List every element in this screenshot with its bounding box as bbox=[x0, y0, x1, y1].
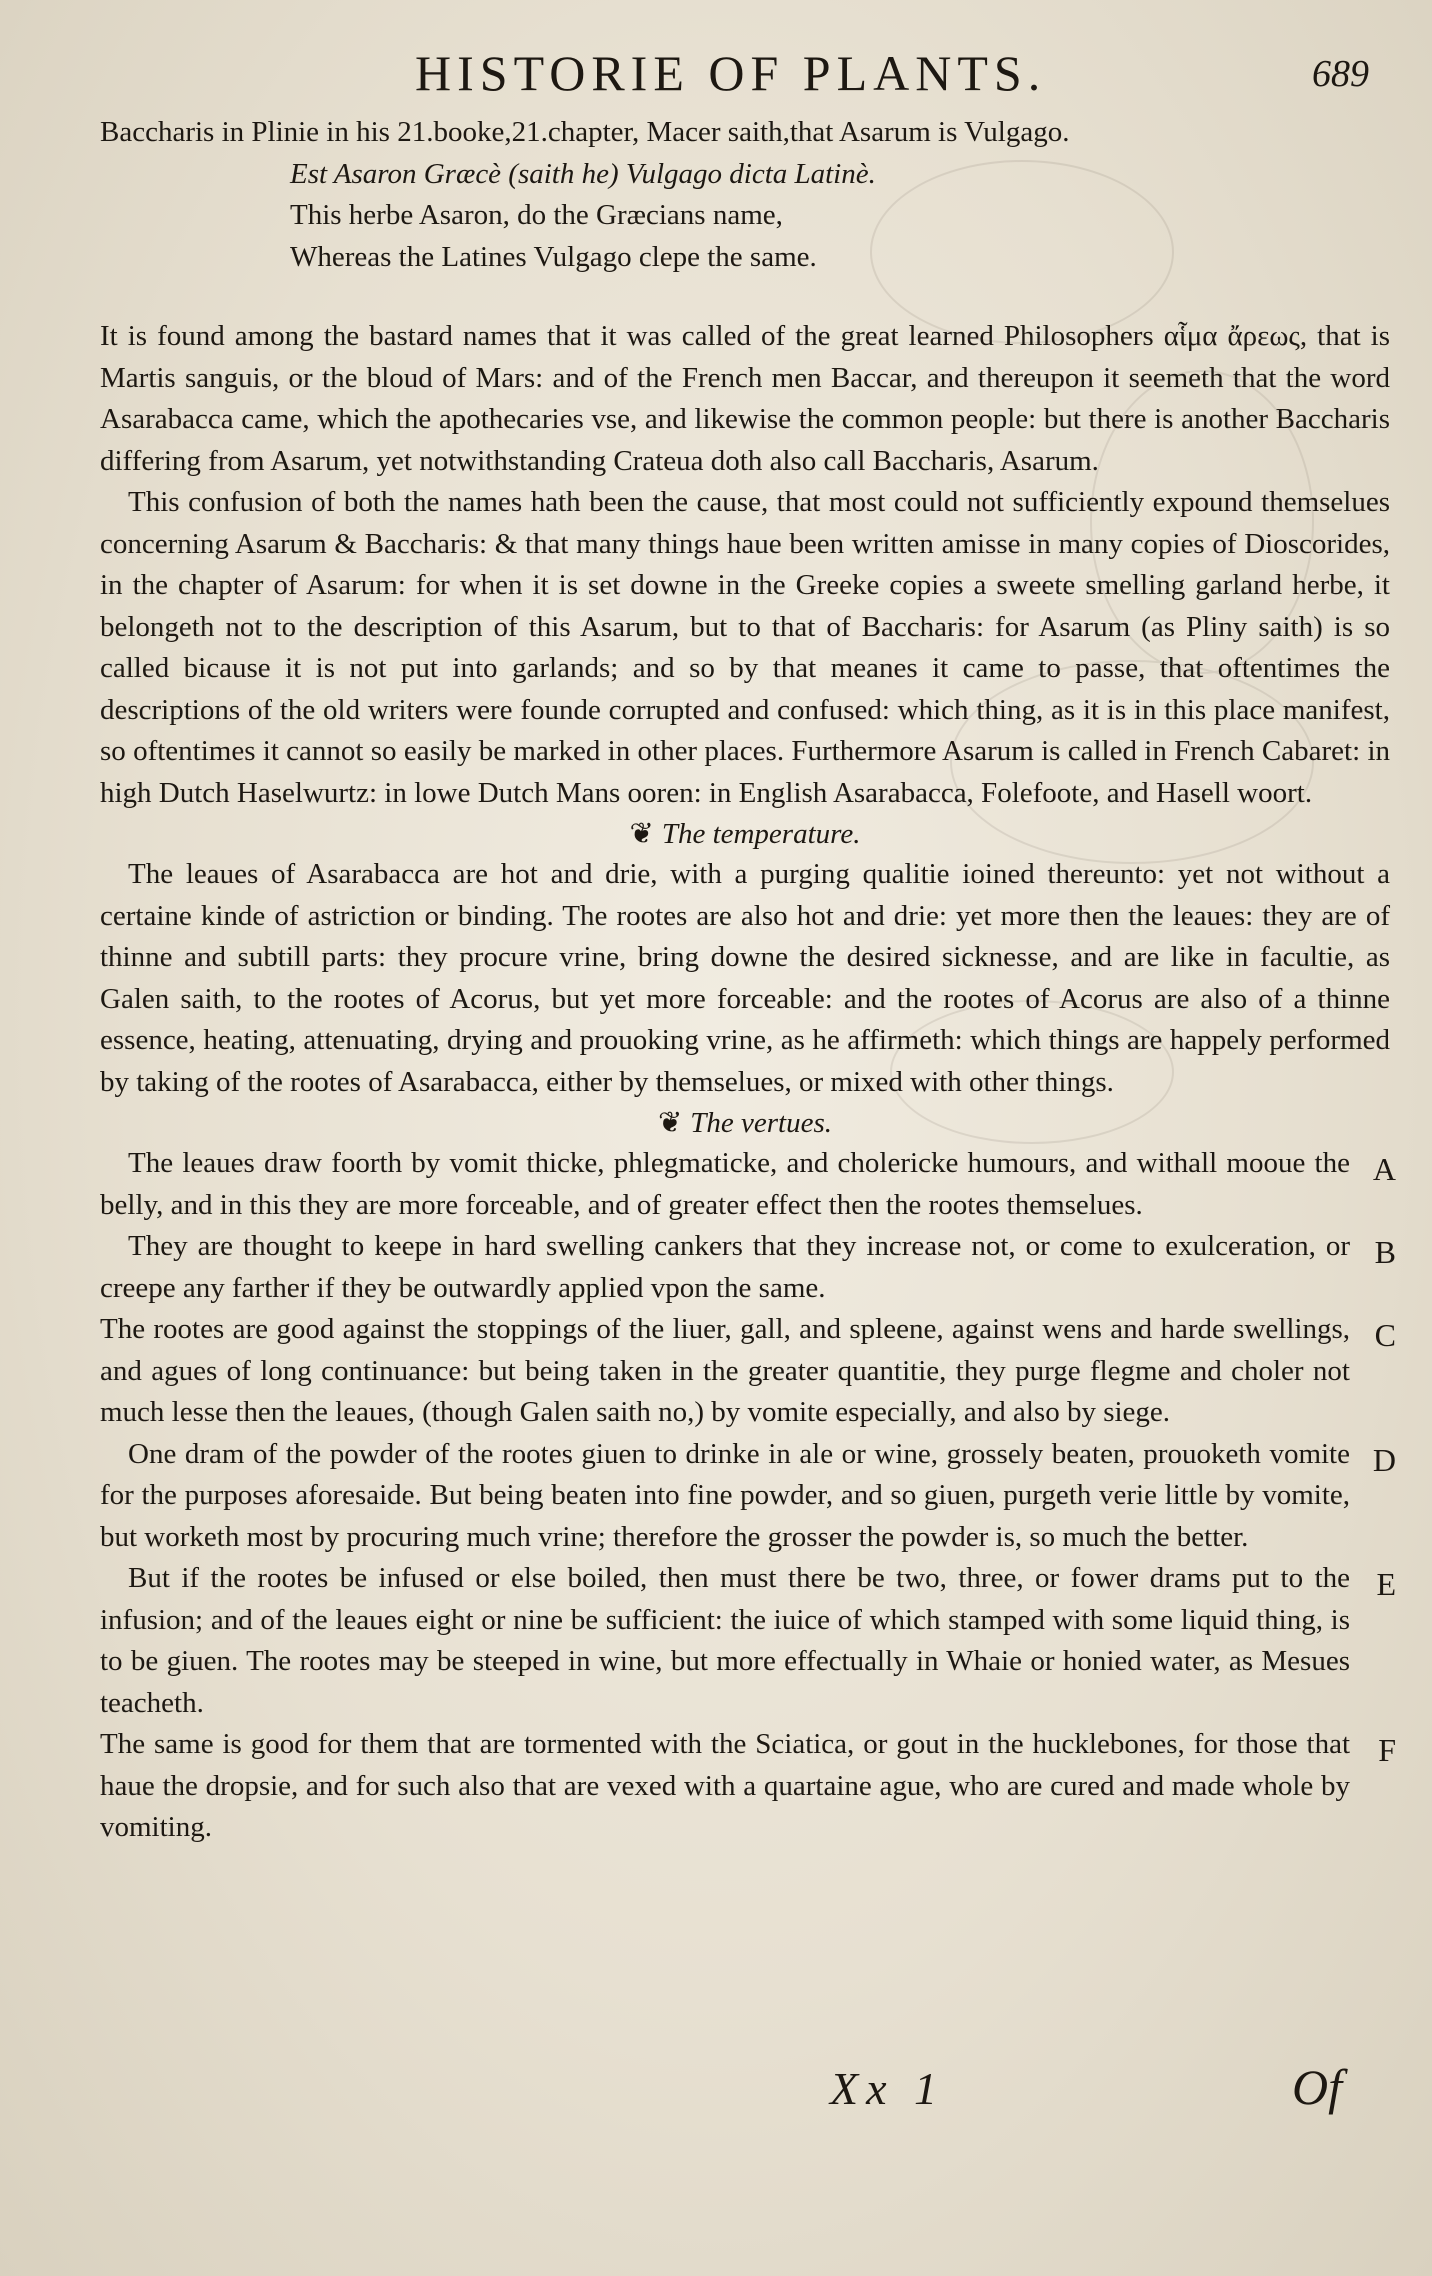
intro-paragraph: Baccharis in Plinie in his 21.booke,21.chapter, Macer saith,that Asarum is Vulgago. bbox=[100, 116, 1070, 148]
verse-line: Whereas the Latines Vulgago clepe the same. bbox=[290, 240, 817, 273]
body-paragraph: It is found among the bastard names that it was called of the great learned Philosophers αἷμα ἄρεως, that is Martis sanguis, or the bloud of Mars: and of the French men Baccar, and thereupon it seemeth that the word Asarabacca came, which the apothecaries vse, and likewise the common people: but there is another Baccharis differing from Asarum, yet notwithstanding Crateua doth also call Baccharis, Asarum. bbox=[100, 320, 1390, 477]
marginal-letter: A bbox=[1372, 1151, 1396, 1187]
heading-label: The temperature. bbox=[661, 818, 861, 850]
page-number: 689 bbox=[1312, 53, 1369, 95]
fleuron-icon: ❦ bbox=[629, 818, 654, 850]
catchword: Of bbox=[1292, 2059, 1342, 2115]
virtue-text: They are thought to keepe in hard swelling cankers that they increase not, or come to exulceration, or creepe any farther if they be outwardly applied vpon the same. bbox=[100, 1230, 1350, 1304]
virtue-text: The rootes are good against the stoppings of the liuer, gall, and spleene, against wens and harde swellings, and agues of long continuance: but being taken in the greater quantitie, they purge flegme and choler not much lesse then the leaues, (though Galen saith no,) by vomite especially, and also by siege. bbox=[100, 1313, 1350, 1428]
virtue-item bbox=[100, 1143, 1396, 1226]
signature-mark: Xx 1 bbox=[830, 2063, 946, 2114]
virtue-text: One dram of the powder of the rootes giuen to drinke in ale or wine, grossely beaten, prouoketh vomite for the purposes aforesaide. But being beaten into fine powder, and so giuen, purgeth verie little by vomite, but worketh most by procuring much vrine; therefore the grosser the powder is, so much the better. bbox=[100, 1437, 1350, 1553]
fleuron-icon: ❦ bbox=[657, 1107, 683, 1139]
body-paragraph: This confusion of both the names hath been the cause, that most could not sufficiently expound themselues concerning Asarum & Baccharis: & that many things haue been written amisse in many copies of Dioscorides, in the chapter of Asarum: for when it is set downe in the Greeke copies a sweete smelling garland herbe, it belongeth not to the description of this Asarum, but to that of Baccharis: for Asarum (as Pliny saith) is so called bicause it is not put into garlands; and so by that meanes it came to passe, that oftentimes the descriptions of the old writers were founde corrupted and confused: which thing, as it is in this place manifest, so oftentimes it cannot so easily be marked in other places. Furthermore Asarum is called in French Cabaret: in high Dutch Haselwurtz: in lowe Dutch Mans ooren: in English Asarabacca, Folefoote, and Hasell woort. bbox=[100, 486, 1390, 809]
temperature-paragraph: The leaues of Asarabacca are hot and drie, with a purging qualitie ioined thereunto: yet not without a certaine kinde of astriction or binding. The rootes are also hot and drie: yet more then the leaues: they are of thinne and subtill parts: they procure vrine, bring downe the desired sicknesse, and are like in facultie, as Galen saith, to the rootes of Acorus, but yet more forceable: and the rootes of Acorus are also of a thinne essence, heating, attenuating, drying and prouoking vrine, as he affirmeth: which things are happely performed by taking of the rootes of Asarabacca, either by themselues, or mixed with other things. bbox=[100, 858, 1390, 1098]
running-header bbox=[0, 44, 1432, 114]
virtue-text: But if the rootes be infused or else boiled, then must there be two, three, or fower drams put to the infusion; and of the leaues eight or nine be sufficient: the iuice of which stamped with some liquid thing, is to be giuen. The rootes may be steeped in wine, but more effectually in Whaie or honied water, as Mesues teacheth. bbox=[100, 1562, 1350, 1719]
section-heading-temperature bbox=[100, 814, 1390, 854]
section-heading-vertues bbox=[100, 1103, 1390, 1143]
virtue-text: The same is good for them that are tormented with the Sciatica, or gout in the hucklebones, for those that haue the dropsie, and for such also that are vexed with a quartaine ague, who are cured and made whole by vomiting. bbox=[100, 1728, 1350, 1843]
marginal-letter: C bbox=[1374, 1317, 1396, 1353]
virtue-item bbox=[100, 1226, 1396, 1309]
virtue-item bbox=[100, 1434, 1396, 1559]
page-title: HISTORIE OF PLANTS. bbox=[415, 45, 1047, 101]
verse-line: This herbe Asaron, do the Græcians name, bbox=[290, 199, 783, 231]
virtue-text: The leaues draw foorth by vomit thicke, phlegmaticke, and cholericke humours, and withall mooue the belly, and in this they are more forceable, and of greater effect then the rootes themselues. bbox=[100, 1147, 1350, 1221]
marginal-letter: F bbox=[1378, 1732, 1396, 1768]
text-body bbox=[100, 112, 1396, 1849]
marginal-letter: E bbox=[1376, 1566, 1396, 1602]
marginal-letter: D bbox=[1372, 1441, 1396, 1478]
virtue-item bbox=[100, 1309, 1396, 1434]
heading-label: The vertues. bbox=[690, 1107, 833, 1139]
virtue-item bbox=[100, 1558, 1396, 1724]
virtue-item bbox=[100, 1724, 1396, 1849]
verse-block bbox=[100, 154, 1390, 279]
marginal-letter: B bbox=[1374, 1234, 1396, 1270]
page-footer bbox=[0, 2052, 1432, 2142]
verse-line: Est Asaron Græcè (saith he) Vulgago dicta Latinè. bbox=[290, 157, 876, 190]
